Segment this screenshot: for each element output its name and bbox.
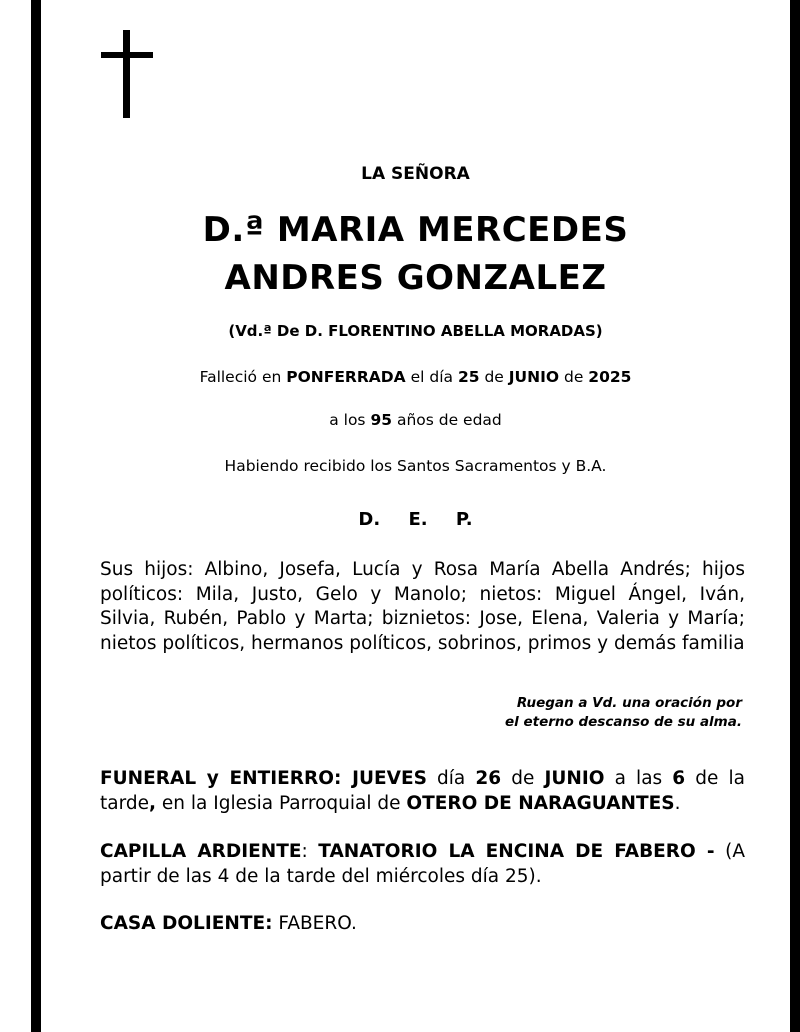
prayer-line2: el eterno descanso de su alma. xyxy=(505,714,742,730)
family-text: Sus hijos: Albino, Josefa, Lucía y Rosa María Abella Andrés; hijos políticos: Mila, Justo, Gelo y Manolo; nietos: Miguel Ángel, Iván, Silvia, Rubén, Pablo y Marta; biznietos: Jose, Elena, Valeria y María; nietos políticos, hermanos políticos, sobrinos, primos y demás familia xyxy=(100,559,745,654)
deceased-name-line2: ANDRES GONZALEZ xyxy=(224,258,607,298)
widow-of: (Vd.ª De D. FLORENTINO ABELLA MORADAS) xyxy=(228,322,603,340)
death-info: Falleció en PONFERRADA el día 25 de JUNIO de 2025 xyxy=(199,368,632,386)
mourning-house: CASA DOLIENTE: FABERO. xyxy=(100,913,357,934)
dep: D. E. P. xyxy=(358,509,473,530)
age-info: a los 95 años de edad xyxy=(329,411,502,429)
cross-icon xyxy=(101,30,153,118)
heading: LA SEÑORA xyxy=(361,164,470,184)
prayer-request xyxy=(400,694,742,732)
funeral-info: FUNERAL y ENTIERRO: JUEVES día 26 de JUNIO a las 6 de la tarde, en la Iglesia Parroquial de OTERO DE NARAGUANTES. xyxy=(100,768,745,814)
chapel-info: CAPILLA ARDIENTE: TANATORIO LA ENCINA DE FABERO - (A partir de las 4 de la tarde del miércoles día 25). xyxy=(100,841,745,887)
deceased-name-line1: D.ª MARIA MERCEDES xyxy=(202,210,629,250)
left-border xyxy=(31,0,41,1032)
right-border xyxy=(790,0,800,1032)
prayer-line1: Ruegan a Vd. una oración por xyxy=(516,695,742,711)
sacraments: Habiendo recibido los Santos Sacramentos y B.A. xyxy=(224,457,607,475)
